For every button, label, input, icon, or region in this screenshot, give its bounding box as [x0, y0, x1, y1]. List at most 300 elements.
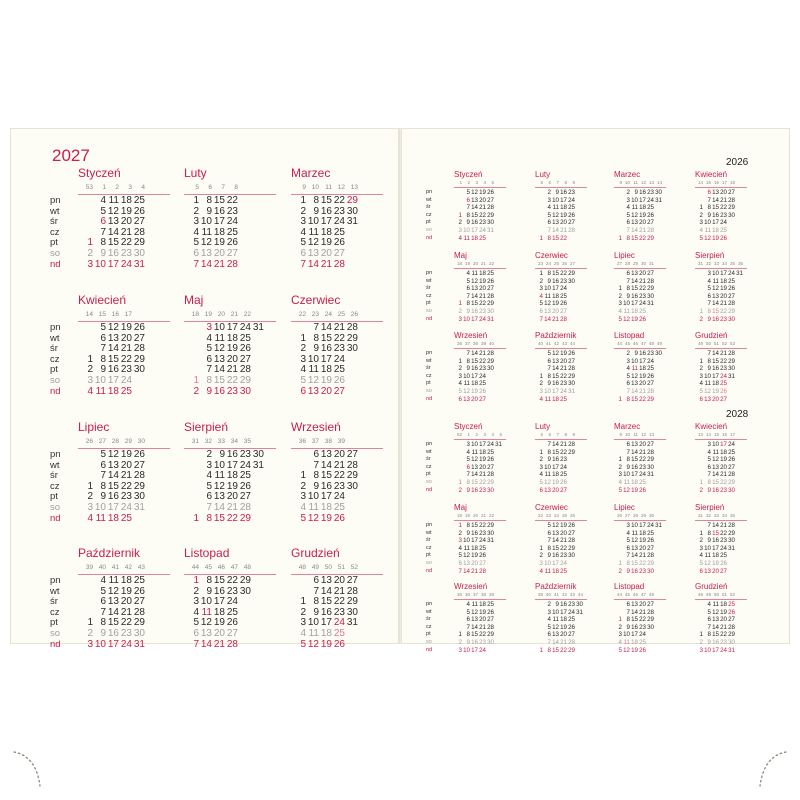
day-cell: 12 [623, 486, 630, 494]
day-cell: 24 [120, 638, 132, 650]
day-cell: 19 [226, 480, 238, 492]
day-cell: 15 [107, 480, 119, 492]
week-column [470, 441, 478, 494]
day-cell [567, 487, 575, 495]
day-cell: 18 [720, 601, 727, 608]
week-column [454, 522, 462, 575]
day-cell: 29 [728, 529, 735, 537]
day-cell [614, 388, 622, 396]
day-cell [567, 464, 575, 472]
day-cell: 7 [100, 470, 106, 482]
week-column [345, 450, 358, 524]
week-number: 17 [124, 311, 132, 318]
day-label: wt [426, 357, 432, 364]
day-cell: 24 [226, 216, 238, 228]
week-number: 14 [85, 311, 93, 318]
day-label: pn [426, 522, 433, 528]
week-column [478, 601, 486, 654]
day-cell: 8 [206, 374, 212, 386]
day-cell: 24 [479, 537, 486, 545]
day-cell [614, 537, 622, 545]
day-label: wt [50, 205, 60, 217]
day-cell: 12 [213, 343, 225, 355]
day-cell: 9 [626, 623, 630, 631]
day-cell: 13 [471, 463, 478, 471]
day-cell: 10 [712, 270, 719, 277]
day-cell: 12 [307, 237, 319, 249]
week-column [559, 350, 567, 403]
week-number: 41 [111, 564, 119, 571]
day-cell: 19 [560, 350, 567, 357]
week-number: 5 [195, 184, 199, 191]
week-column [551, 441, 559, 494]
day-cell: 17 [639, 196, 646, 204]
day-cell: 26 [239, 343, 251, 355]
day-cell: 4 [626, 365, 630, 373]
month-name: Styczeń [78, 166, 121, 180]
day-cell: 19 [479, 277, 486, 285]
day-cell: 27 [647, 270, 654, 277]
day-label: cz [426, 544, 432, 551]
month-name: Marzec [291, 166, 331, 180]
day-cell [454, 278, 462, 286]
week-column [638, 601, 646, 654]
day-cell: 4 [699, 226, 703, 234]
day-cell: 15 [471, 478, 478, 486]
month-name: Czerwiec [291, 293, 341, 307]
day-cell: 22 [720, 307, 727, 315]
day-cell: 8 [547, 234, 551, 242]
day-label: cz [50, 226, 60, 238]
week-number: 9 [572, 432, 575, 437]
day-cell: 25 [647, 529, 654, 537]
week-column [486, 350, 494, 403]
day-cell: 23 [560, 552, 567, 560]
day-cell: 18 [552, 567, 559, 575]
day-cell: 30 [133, 247, 145, 259]
day-cell: 16 [712, 486, 719, 494]
day-cell [345, 629, 358, 640]
day-cell: 30 [487, 307, 494, 315]
day-cell: 25 [728, 448, 735, 456]
day-cell: 15 [631, 234, 638, 242]
day-cell: 6 [707, 616, 711, 624]
week-column [119, 576, 132, 650]
day-cell [535, 530, 543, 538]
day-cell: 12 [471, 456, 478, 464]
day-cell: 15 [631, 285, 638, 293]
week-column [132, 576, 145, 650]
day-cell: 7 [626, 387, 630, 395]
day-label: śr [50, 343, 58, 355]
day-cell: 11 [544, 567, 551, 575]
week-column [462, 350, 470, 403]
week-number: 14 [656, 180, 662, 185]
day-cell [186, 334, 199, 345]
day-labels [50, 323, 61, 397]
day-cell: 8 [313, 332, 319, 344]
day-cell: 14 [471, 623, 478, 631]
day-cell: 4 [466, 270, 470, 277]
day-cell: 4 [707, 277, 711, 285]
day-label: nd [50, 638, 61, 650]
day-label: śr [50, 470, 58, 482]
day-cell: 9 [626, 292, 630, 300]
day-cell: 26 [239, 480, 251, 492]
week-column [306, 196, 319, 270]
day-cell: 24 [568, 196, 575, 204]
day-cell: 25 [728, 601, 735, 608]
day-cell: 31 [252, 459, 264, 471]
week-column [559, 522, 567, 575]
day-cell: 5 [626, 211, 630, 219]
day-cell: 30 [487, 365, 494, 373]
day-cell: 5 [458, 552, 462, 560]
day-cell: 27 [346, 575, 358, 586]
week-column [567, 270, 575, 323]
day-cell: 4 [707, 601, 711, 608]
day-cell: 28 [133, 343, 145, 355]
day-cell: 18 [107, 385, 119, 397]
day-cell: 9 [313, 480, 319, 492]
day-cell [567, 479, 575, 487]
day-cell: 9 [707, 365, 711, 373]
day-cell: 6 [547, 529, 551, 537]
day-cell: 15 [320, 332, 332, 344]
week-number: 45 [204, 564, 212, 571]
day-cell: 25 [120, 385, 132, 397]
day-cell: 22 [720, 204, 727, 212]
day-cell: 11 [544, 292, 551, 300]
day-cell [494, 464, 502, 472]
day-cell: 26 [333, 237, 345, 249]
day-cell: 18 [639, 365, 646, 373]
week-number: 5 [540, 180, 543, 185]
day-cell: 19 [120, 205, 132, 217]
week-number: 7 [556, 432, 559, 437]
day-cell: 3 [300, 491, 306, 503]
day-cell [614, 212, 622, 220]
day-cell: 11 [631, 204, 638, 212]
day-cell: 19 [552, 478, 559, 486]
day-cell: 22 [226, 374, 238, 386]
day-cell: 17 [712, 372, 719, 380]
week-number: 26 [85, 438, 93, 445]
day-cell: 5 [100, 322, 106, 333]
week-number: 25 [553, 261, 559, 266]
week-column [199, 196, 212, 270]
day-cell: 30 [728, 315, 735, 323]
day-cell: 3 [458, 372, 462, 380]
day-cell: 14 [552, 537, 559, 545]
day-cell: 3 [539, 463, 543, 471]
day-cell [186, 450, 199, 461]
day-cell: 26 [568, 522, 575, 529]
day-cell: 15 [471, 357, 478, 365]
day-cell: 24 [487, 441, 494, 448]
week-column [614, 270, 622, 323]
day-cell: 23 [226, 205, 238, 217]
week-column [293, 576, 306, 650]
day-cell: 27 [647, 219, 654, 227]
day-cell: 9 [707, 638, 711, 646]
month-name: Wrzesień [291, 420, 341, 434]
week-column [293, 450, 306, 524]
day-cell: 9 [634, 189, 638, 196]
week-number: 33 [713, 513, 719, 518]
day-label: wt [426, 277, 432, 284]
day-cell: 23 [720, 537, 727, 545]
day-cell [535, 441, 543, 449]
day-cell: 5 [547, 522, 551, 529]
day-cell: 17 [107, 374, 119, 386]
day-cell [535, 204, 543, 212]
day-cell: 26 [133, 205, 145, 217]
day-cell [345, 503, 358, 514]
week-column [638, 270, 646, 323]
day-cell [575, 616, 583, 624]
day-cell [727, 219, 735, 227]
day-cell: 17 [471, 537, 478, 545]
day-cell [535, 227, 543, 235]
day-cell: 24 [728, 270, 735, 277]
day-cell: 19 [720, 608, 727, 616]
day-cell: 18 [639, 529, 646, 537]
day-cell: 4 [626, 204, 630, 212]
day-cell: 23 [479, 365, 486, 373]
week-column [319, 196, 332, 270]
day-cell: 30 [728, 486, 735, 494]
day-cell [80, 334, 93, 345]
day-label: pn [426, 350, 433, 356]
day-cell: 11 [712, 277, 719, 285]
day-cell: 5 [539, 300, 543, 308]
week-number: 42 [553, 341, 559, 346]
week-number: 52 [456, 432, 462, 437]
day-cell: 14 [320, 459, 332, 471]
week-column [486, 522, 494, 575]
day-cell: 11 [95, 512, 106, 524]
day-cell: 14 [107, 343, 119, 355]
day-cell: 3 [547, 196, 551, 204]
week-column [567, 350, 575, 403]
day-cell: 26 [560, 300, 567, 308]
week-column [559, 601, 567, 654]
day-cell: 3 [206, 322, 212, 333]
day-cell: 4 [100, 575, 106, 586]
day-cell: 26 [487, 608, 494, 616]
week-number: 10 [624, 432, 630, 437]
day-label: nd [426, 395, 433, 402]
day-cell: 19 [226, 343, 238, 355]
day-cell [614, 197, 622, 205]
day-cell: 18 [120, 195, 132, 206]
month-name: Wrzesień [454, 582, 488, 591]
week-number: 12 [640, 432, 646, 437]
day-cell: 10 [552, 196, 559, 204]
day-cell: 13 [544, 307, 551, 315]
day-cell: 17 [107, 258, 119, 270]
week-number: 3 [483, 432, 486, 437]
day-cell [486, 552, 494, 560]
day-cell [567, 396, 575, 404]
day-cell: 2 [300, 480, 306, 492]
day-cell: 22 [560, 270, 567, 277]
day-cell: 6 [539, 307, 543, 315]
week-number: 47 [640, 341, 646, 346]
day-cell: 7 [206, 501, 212, 513]
day-cell: 7 [466, 204, 470, 212]
day-cell: 7 [707, 300, 711, 308]
week-number: 40 [537, 341, 543, 346]
day-cell: 31 [487, 315, 494, 323]
day-cell: 14 [107, 606, 119, 618]
day-cell: 16 [631, 623, 638, 631]
day-cell: 4 [707, 448, 711, 456]
day-cell [646, 647, 654, 655]
day-cell [614, 530, 622, 538]
day-cell: 5 [466, 608, 470, 616]
day-cell: 29 [346, 596, 358, 608]
day-cell: 30 [133, 627, 145, 639]
day-cell: 1 [539, 448, 543, 456]
day-cell: 12 [107, 449, 119, 460]
day-label: cz [426, 292, 432, 299]
day-cell: 24 [639, 631, 646, 639]
day-label: cz [50, 353, 60, 365]
day-cell: 15 [631, 395, 638, 403]
day-cell: 29 [728, 357, 735, 365]
day-cell: 16 [107, 491, 119, 503]
day-cell: 23 [120, 491, 132, 503]
day-cell: 11 [95, 385, 106, 397]
day-cell: 19 [712, 234, 719, 242]
day-cell: 1 [458, 631, 462, 639]
month-name: Lipiec [78, 420, 110, 434]
day-cell: 28 [568, 441, 575, 448]
week-column [622, 522, 630, 575]
day-cell: 22 [720, 631, 727, 639]
day-cell: 11 [201, 606, 212, 618]
day-cell: 16 [107, 627, 119, 639]
week-column [119, 323, 132, 397]
day-cell: 13 [107, 216, 119, 228]
day-cell: 8 [626, 395, 630, 403]
day-cell: 22 [120, 617, 132, 629]
day-cell: 5 [466, 456, 470, 464]
week-column [93, 196, 106, 270]
day-label: wt [50, 332, 60, 344]
day-cell: 26 [720, 234, 727, 242]
day-cell: 6 [206, 491, 212, 503]
day-cell: 13 [704, 395, 711, 403]
day-cell: 13 [107, 332, 119, 344]
day-cell: 31 [647, 300, 654, 308]
day-cell: 1 [87, 353, 93, 365]
day-cell: 30 [133, 491, 145, 503]
day-cell: 24 [333, 617, 345, 629]
week-number: 22 [488, 261, 494, 266]
day-cell: 28 [479, 567, 486, 575]
week-column [470, 350, 478, 403]
week-number: 20 [472, 261, 478, 266]
week-number: 4 [141, 184, 145, 191]
day-cell: 10 [704, 219, 711, 227]
day-label: śr [426, 204, 431, 211]
day-cell: 18 [107, 512, 119, 524]
day-cell: 6 [626, 219, 630, 227]
week-number: 52 [350, 564, 358, 571]
day-cell [614, 270, 622, 278]
day-cell [486, 568, 494, 576]
day-cell: 18 [560, 204, 567, 212]
day-label: pn [426, 189, 433, 195]
day-cell: 27 [647, 380, 654, 388]
day-cell: 17 [552, 463, 559, 471]
day-cell: 6 [626, 441, 630, 448]
day-cell [654, 396, 662, 404]
day-cell: 2 [699, 315, 703, 323]
day-cell [735, 285, 743, 293]
day-cell: 27 [568, 219, 575, 227]
day-cell [695, 285, 703, 293]
day-cell: 13 [320, 575, 332, 586]
day-cell: 27 [133, 216, 145, 228]
day-cell: 31 [576, 608, 583, 616]
day-cell [567, 316, 575, 324]
day-cell: 9 [707, 315, 711, 323]
week-number: 52 [721, 341, 727, 346]
week-number: 29 [632, 261, 638, 266]
day-cell [535, 609, 543, 617]
day-cell: 6 [699, 395, 703, 403]
day-cell: 6 [466, 285, 470, 293]
week-column [345, 323, 358, 397]
week-number: 52 [729, 592, 735, 597]
day-cell: 25 [720, 552, 727, 560]
day-cell: 20 [720, 189, 727, 196]
day-label: pt [50, 364, 58, 376]
day-cell: 11 [704, 380, 711, 388]
month-name: Luty [184, 166, 207, 180]
day-cell: 14 [200, 258, 212, 270]
day-cell: 19 [320, 638, 332, 650]
day-cell: 2 [699, 211, 703, 219]
month-rule [695, 520, 747, 521]
day-cell [614, 350, 622, 358]
day-cell: 22 [120, 480, 132, 492]
day-label: pt [50, 237, 58, 249]
month-name: Kwiecień [695, 170, 728, 179]
day-cell: 8 [206, 195, 212, 206]
day-cell: 6 [547, 357, 551, 365]
day-cell: 17 [479, 441, 486, 448]
month-name: Lipiec [614, 251, 635, 260]
week-column [622, 601, 630, 654]
week-column [212, 450, 225, 524]
day-cell: 7 [300, 258, 306, 270]
week-number: 24 [545, 261, 551, 266]
week-column [470, 189, 478, 242]
day-cell [238, 640, 251, 651]
day-cell [486, 235, 494, 243]
day-cell: 1 [618, 395, 622, 403]
day-cell: 20 [560, 529, 567, 537]
day-cell: 9 [466, 307, 470, 315]
day-cell [727, 388, 735, 396]
day-cell: 26 [728, 608, 735, 616]
week-number: 38 [480, 592, 486, 597]
